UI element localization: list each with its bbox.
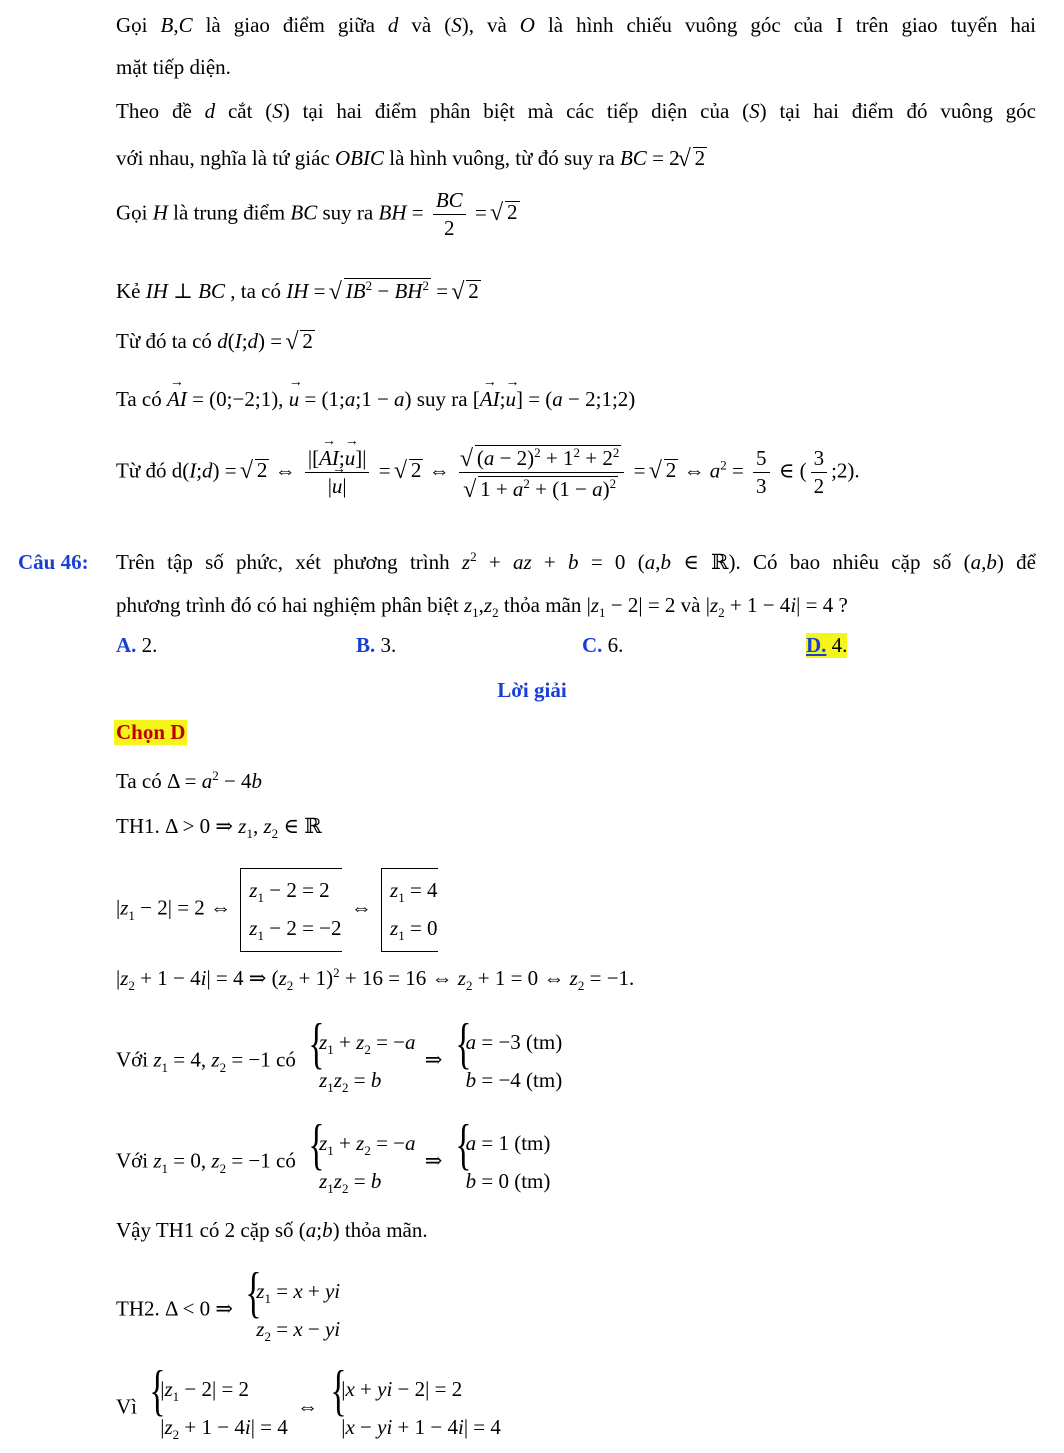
text-line: Gọi B,C là giao điểm giữa d và (S), và O là hình chiếu vuông góc của I trên giao tuyến hai	[116, 13, 1036, 37]
text-line: Vì { $|z_1 - 2| = 2$ $|z_2 + 1 - 4i| = 4$ ⇔ { |x + yi − 2| = 2 |x − yi + 1 − 4i| = 4	[116, 1371, 505, 1447]
text-line: mặt tiếp diện.	[116, 55, 231, 79]
question-label: Câu 46:	[18, 550, 89, 574]
text-line: Với $z_1 = 0$, $z_2 = -1$ có { $z_1 + z_2 = -a$ $z_1z_2 = b$ ⇒ { a = 1 (tm) b = 0 (tm)	[116, 1125, 554, 1201]
text-line: Với $z_1 = 4$, $z_2 = -1$ có { $z_1 + z_2 = -a$ $z_1z_2 = b$ ⇒ { a = −3 (tm) b = −4 (tm)	[116, 1024, 566, 1100]
text-line: TH2. Δ < 0 ⇒ { $z_1 = x$ + yi $z_2 = x$ − yi	[116, 1273, 344, 1349]
text-line: Theo đề d cắt (S) tại hai điểm phân biệt mà các tiếp diện của (S) tại hai điểm đó vuông góc	[116, 99, 1036, 123]
text-line: Gọi H là trung điểm BC suy ra BH = $\frac{BC}{2}$ = √ 2	[116, 190, 520, 239]
option-a[interactable]: A. 2.	[116, 633, 158, 657]
text-line: với nhau, nghĩa là tứ giác OBIC là hình vuông, từ đó suy ra BC = 2√ 2	[116, 147, 707, 169]
text-line: Ta có AI → = (0;−2;1), u → = (1;a;1 − a) suy ra [AI →;u →] = (a − 2;1;2)	[116, 389, 635, 410]
option-c[interactable]: C. 6.	[582, 633, 624, 657]
option-d-correct[interactable]: D. 4.	[806, 633, 848, 657]
question-text: phương trình đó có hai nghiệm phân biệt $z_1,z_2$ thỏa mãn $|z_1 - 2| = 2$ và $|z_2 + 1 - 4i| = 4$ ?	[116, 593, 848, 621]
text-line: TH1. Δ > 0 ⇒ $z_1$, $z_2$ ∈ ℝ	[116, 814, 322, 842]
text-line: $|z_2 + 1 - 4i| = 4$ ⇒ $(z_2 + 1)^2 + 16 = 16$ ⇔ $z_2 + 1 = 0$ ⇔ $z_2 = -1$.	[116, 965, 635, 994]
chosen-answer: Chọn D	[116, 720, 186, 744]
text-line: $|z_1 - 2| = 2$ ⇔ $z_1 - 2 = 2$ $z_1 - 2 = -2$ ⇔ $z_1 = 4$ $z_1 = 0$	[116, 868, 442, 952]
text-line: Vậy TH1 có 2 cặp số (a;b) thỏa mãn.	[116, 1218, 428, 1242]
text-line: Từ đó ta có d(I;d) = √ 2	[116, 330, 315, 352]
option-b[interactable]: B. 3.	[356, 633, 397, 657]
text-line: Từ đó d(I;d) = √ 2 ⇔ $\frac{|[AI \to;u \to]|}{|u \to|}$ = √ 2 ⇔ √ $(a - 2)^2 + 1^2 + 2^2$ √ $1 + a^2 + (1 - a)^2$ = √ 2 ⇔ $a^2$ = $\frac{5}{3}$ ∈ ( $\frac{3}{2}$ ;2).	[116, 445, 860, 500]
text-line: Ta có $\Delta = a^2 - 4b$	[116, 768, 263, 793]
solution-title: Lời giải	[497, 678, 567, 702]
text-line: Kẻ IH ⊥ BC , ta có IH = √ $IB^2 - BH^2$ = √ 2	[116, 278, 481, 302]
question-text: Trên tập số phức, xét phương trình $z^2$ + az + b = 0 (a,b ∈ ℝ). Có bao nhiêu cặp số (a,b) để	[116, 549, 1036, 574]
